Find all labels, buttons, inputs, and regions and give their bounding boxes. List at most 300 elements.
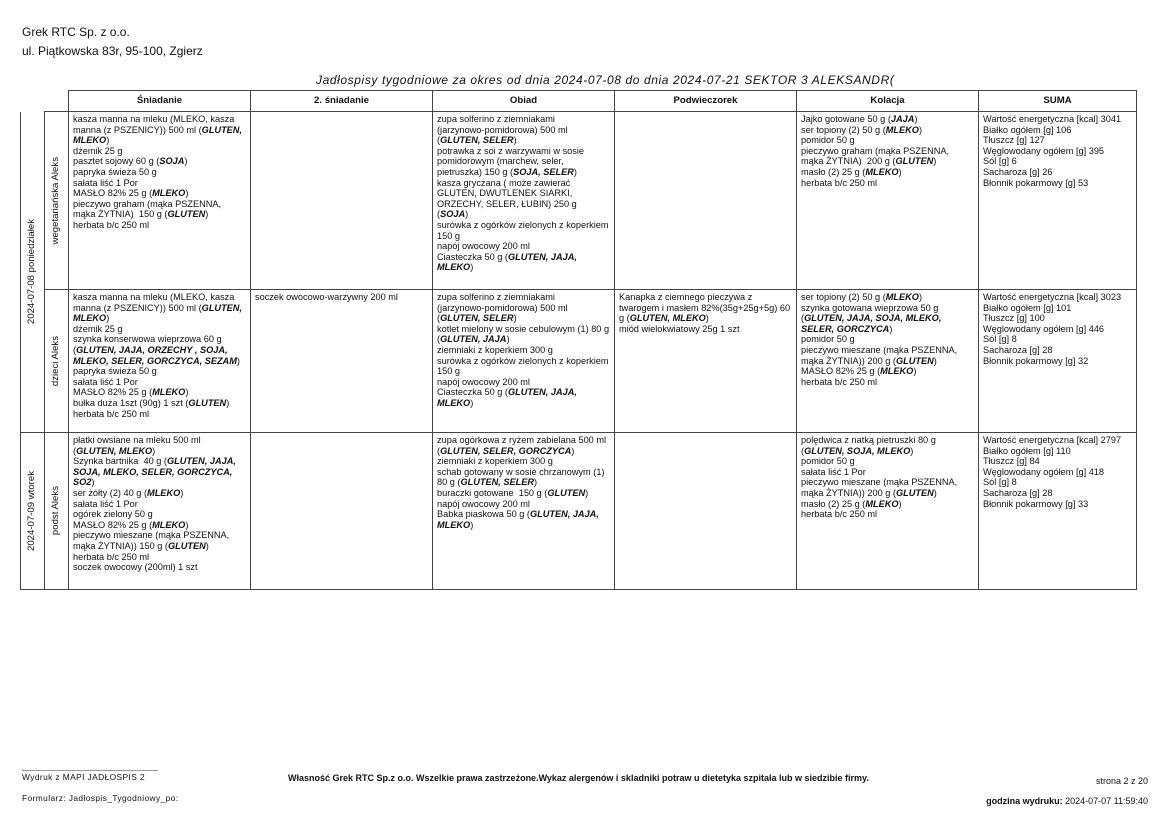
menu-text: Błonnik pokarmowy [g] 33 bbox=[983, 498, 1089, 509]
menu-line bbox=[983, 114, 1132, 125]
menu-text: Sacharoza [g] 28 bbox=[983, 344, 1053, 355]
menu-text: Tłuszcz [g] 84 bbox=[983, 456, 1040, 467]
menu-text: ) bbox=[236, 355, 240, 366]
menu-text: ) bbox=[106, 135, 110, 146]
meal-cell bbox=[69, 433, 251, 590]
menu-line bbox=[73, 167, 246, 178]
meal-cell bbox=[433, 290, 615, 433]
meal-cell bbox=[251, 433, 433, 590]
diet-name: dzieci Aleks bbox=[50, 335, 62, 387]
company-name: Grek RTC Sp. z o.o. bbox=[22, 25, 130, 39]
allergen-text: GLUTEN bbox=[895, 156, 934, 167]
menu-line bbox=[801, 456, 974, 467]
menu-text: sałata liść 1 Por bbox=[73, 376, 138, 387]
menu-line bbox=[437, 220, 610, 231]
menu-line bbox=[73, 125, 246, 136]
menu-line bbox=[983, 446, 1132, 457]
menu-text: Sacharoza [g] 26 bbox=[983, 166, 1053, 177]
menu-line bbox=[73, 114, 246, 125]
menu-line bbox=[619, 324, 792, 335]
menu-text: Białko ogółem [g] 101 bbox=[983, 302, 1072, 313]
menu-text: Węglowodany ogółem [g] 446 bbox=[983, 323, 1105, 334]
menu-line bbox=[801, 178, 974, 189]
menu-text: Sól [g] 8 bbox=[983, 477, 1017, 488]
menu-text: ) bbox=[705, 313, 709, 324]
header-spacer bbox=[21, 91, 45, 112]
menu-text: MASŁO 82% 25 g ( bbox=[801, 366, 881, 377]
menu-line bbox=[73, 509, 246, 520]
print-time-label: godzina wydruku: bbox=[986, 796, 1063, 806]
menu-text: pieczywo mieszane (mąka PSZENNA, bbox=[73, 530, 230, 541]
menu-text: ) bbox=[914, 114, 918, 124]
menu-text: Tłuszcz [g] 127 bbox=[983, 135, 1045, 146]
menu-line bbox=[73, 146, 246, 157]
menu-line bbox=[983, 334, 1132, 345]
menu-line bbox=[255, 292, 428, 303]
allergen-text: GLUTEN, JAJA, bbox=[529, 509, 599, 520]
allergen-text: MLEKO bbox=[885, 292, 919, 302]
menu-line bbox=[73, 209, 246, 220]
menu-line bbox=[73, 398, 246, 409]
menu-text: pieczywo mieszane (mąka PSZENNA, bbox=[801, 477, 958, 488]
menu-text: papryka świeża 50 g bbox=[73, 166, 157, 177]
menu-text: szynka gotowana wieprzowa 50 g bbox=[801, 302, 939, 313]
allergen-text: GLUTEN bbox=[895, 355, 934, 366]
printout-source: Wydruk z MAPI JADŁOSPIS 2 bbox=[22, 772, 146, 782]
document-title: Jadłospisy tygodniowe za okres od dnia 2024-07-08 do dnia 2024-07-21 SEKTOR 3 ALEKSANDR( bbox=[316, 73, 895, 87]
menu-line bbox=[437, 313, 610, 324]
menu-line bbox=[983, 324, 1132, 335]
menu-line bbox=[801, 366, 974, 377]
menu-text: Sól [g] 6 bbox=[983, 156, 1017, 167]
menu-text: herbata b/c 250 ml bbox=[73, 551, 150, 562]
menu-text: masło (2) 25 g ( bbox=[801, 166, 866, 177]
diet-name: wegetariańska Aleks bbox=[50, 156, 62, 245]
menu-text: ) bbox=[180, 487, 184, 498]
menu-line bbox=[983, 146, 1132, 157]
menu-text: Węglowodany ogółem [g] 418 bbox=[983, 466, 1105, 477]
menu-line bbox=[437, 345, 610, 356]
meal-cell bbox=[615, 433, 797, 590]
menu-line bbox=[801, 167, 974, 178]
menu-text: ) bbox=[571, 445, 575, 456]
menu-text: (jarzynowo-pomidorowa) 500 ml bbox=[437, 302, 568, 313]
menu-text: pietruszka) 150 g ( bbox=[437, 166, 514, 177]
menu-line bbox=[73, 446, 246, 457]
menu-line bbox=[983, 345, 1132, 356]
menu-line bbox=[983, 313, 1132, 324]
menu-text: Szynka bartnika 40 g ( bbox=[73, 456, 167, 467]
menu-text: płatki owsiane na mleku 500 ml bbox=[73, 435, 201, 445]
menu-text: potrawka z soi z warzywami w sosie bbox=[437, 145, 585, 156]
diet-cell bbox=[45, 290, 69, 433]
menu-line bbox=[983, 477, 1132, 488]
menu-text: manna (z PSZENICY)) 500 ml ( bbox=[73, 124, 202, 135]
menu-text: zupa solferino z ziemniakami bbox=[437, 114, 555, 124]
menu-line bbox=[437, 334, 610, 345]
menu-text: ) bbox=[889, 323, 893, 334]
menu-line bbox=[801, 303, 974, 314]
allergen-text: GLUTEN, JAJA bbox=[440, 334, 507, 345]
menu-line bbox=[437, 209, 610, 220]
allergen-text: GLUTEN, SELER, GORCZYCA bbox=[440, 445, 572, 456]
menu-text: herbata b/c 250 ml bbox=[801, 376, 878, 387]
allergen-text: GLUTEN bbox=[188, 397, 227, 408]
menu-line bbox=[801, 313, 974, 324]
menu-text: ) bbox=[913, 366, 917, 377]
menu-line bbox=[73, 520, 246, 531]
menu-text: herbata b/c 250 ml bbox=[801, 509, 878, 520]
menu-text: Białko ogółem [g] 110 bbox=[983, 445, 1071, 456]
menu-text: pieczywo graham (mąka PSZENNA, bbox=[73, 198, 222, 209]
menu-line bbox=[437, 252, 610, 263]
column-header-total: SUMA bbox=[979, 91, 1137, 112]
menu-line bbox=[983, 435, 1132, 446]
company-address: ul. Piątkowska 83r, 95-100, Zgierz bbox=[22, 44, 203, 58]
footer-page-info bbox=[986, 771, 1148, 811]
menu-line bbox=[437, 499, 610, 510]
column-header-supper: Kolacja bbox=[797, 91, 979, 112]
allergen-text: MLEKO bbox=[73, 135, 107, 146]
menu-text: ) bbox=[184, 156, 188, 167]
menu-text: Jajko gotowane 50 g ( bbox=[801, 114, 891, 124]
allergen-text: GLUTEN, bbox=[201, 302, 242, 313]
menu-text: 150 g bbox=[437, 366, 460, 377]
allergen-text: GLUTEN, SOJA, MLEKO bbox=[804, 445, 911, 456]
menu-text: mąka ŻYTNIA)) 200 g ( bbox=[801, 355, 896, 366]
menu-text: buraczki gotowane 150 g ( bbox=[437, 487, 548, 498]
menu-text: ) bbox=[470, 397, 474, 408]
menu-line bbox=[801, 356, 974, 367]
menu-line bbox=[801, 146, 974, 157]
menu-line bbox=[73, 541, 246, 552]
menu-text: ) bbox=[910, 445, 914, 456]
menu-text: ) bbox=[933, 487, 937, 498]
menu-line bbox=[73, 366, 246, 377]
meal-cell bbox=[69, 290, 251, 433]
menu-line bbox=[801, 125, 974, 136]
allergen-text: GLUTEN, JAJA, bbox=[166, 456, 236, 467]
menu-line bbox=[73, 188, 246, 199]
menu-text: mąka ŻYTNIA) 200 g ( bbox=[801, 156, 896, 167]
menu-text: MASŁO 82% 25 g ( bbox=[73, 519, 153, 530]
menu-text: zupa solferino z ziemniakami bbox=[437, 292, 555, 302]
menu-text: Sól [g] 8 bbox=[983, 334, 1017, 345]
menu-text: ( bbox=[437, 135, 441, 146]
menu-line bbox=[437, 114, 610, 125]
menu-text: Ciasteczka 50 g ( bbox=[437, 387, 508, 398]
menu-text: ) bbox=[573, 166, 577, 177]
menu-line bbox=[437, 292, 610, 303]
menu-text: Wartość energetyczna [kcal] 2797 bbox=[983, 435, 1122, 445]
menu-line bbox=[73, 530, 246, 541]
menu-text: ) bbox=[534, 477, 538, 488]
menu-text: pieczywo graham (mąka PSZENNA, bbox=[801, 145, 950, 156]
allergen-text: JAJA bbox=[890, 114, 915, 124]
menu-line bbox=[73, 135, 246, 146]
menu-line bbox=[801, 435, 974, 446]
menu-text: mąka ŻYTNIA)) 150 g ( bbox=[73, 540, 168, 551]
menu-text: (jarzynowo-pomidorowa) 500 ml bbox=[437, 124, 568, 135]
menu-text: 80 g ( bbox=[437, 477, 461, 488]
menu-line bbox=[437, 398, 610, 409]
menu-text: dżemik 25 g bbox=[73, 323, 123, 334]
menu-text: twarogem i masłem 82%(35g+25g+5g) 60 bbox=[619, 302, 791, 313]
allergen-text: MLEKO bbox=[865, 498, 899, 509]
menu-text: surówka z ogórków zielonych z koperkiem bbox=[437, 355, 609, 366]
menu-line bbox=[437, 262, 610, 273]
form-name: Formularz: Jadlospis_Tygodniowy_po: bbox=[22, 793, 179, 803]
menu-text: schab gotowany w sosie chrzanowym (1) bbox=[437, 466, 605, 477]
menu-line bbox=[437, 366, 610, 377]
allergen-text: MLEKO bbox=[880, 366, 914, 377]
allergen-text: GLUTEN bbox=[547, 487, 586, 498]
allergen-text: GLUTEN, JAJA, SOJA, MLEKO, bbox=[804, 313, 942, 324]
company-info bbox=[22, 23, 203, 61]
meal-cell bbox=[797, 290, 979, 433]
menu-line bbox=[73, 499, 246, 510]
menu-text: ) bbox=[205, 540, 209, 551]
allergen-text: GLUTEN, SELER bbox=[440, 135, 514, 146]
menu-line bbox=[73, 488, 246, 499]
menu-text: napój owocowy 200 ml bbox=[437, 241, 530, 252]
menu-text: g ( bbox=[619, 313, 630, 324]
diet-cell bbox=[45, 433, 69, 590]
menu-text: ORZECHY, SELER, ŁUBIN) 250 g bbox=[437, 198, 577, 209]
nutrition-summary-cell bbox=[979, 112, 1137, 290]
menu-text: ser żółty (2) 40 g ( bbox=[73, 487, 148, 498]
menu-text: ) bbox=[513, 135, 517, 146]
allergen-text: SOJA bbox=[440, 209, 466, 220]
menu-line bbox=[73, 345, 246, 356]
menu-text: ser topiony (2) 50 g ( bbox=[801, 124, 886, 135]
allergen-text: SOJA, SELER bbox=[513, 166, 574, 177]
menu-text: ) bbox=[933, 156, 937, 167]
menu-line bbox=[73, 356, 246, 367]
allergen-text: GLUTEN, SELER bbox=[460, 477, 535, 488]
menu-text: pomidor 50 g bbox=[801, 456, 855, 467]
menu-text: pasztet sojowy 60 g ( bbox=[73, 156, 160, 167]
day-date: 2024-07-09 wtorek bbox=[26, 471, 38, 551]
menu-line bbox=[73, 324, 246, 335]
menu-text: Ciasteczka 50 g ( bbox=[437, 251, 508, 262]
menu-line bbox=[73, 456, 246, 467]
menu-text: Białko ogółem [g] 106 bbox=[983, 124, 1072, 135]
menu-line bbox=[73, 562, 246, 573]
menu-line bbox=[73, 156, 246, 167]
menu-line bbox=[983, 135, 1132, 146]
allergen-text: GLUTEN, JAJA, ORZECHY , SOJA, bbox=[76, 344, 228, 355]
menu-text: sałata liść 1 Por bbox=[73, 177, 138, 188]
menu-line bbox=[983, 156, 1132, 167]
menu-line bbox=[73, 178, 246, 189]
menu-line bbox=[437, 146, 610, 157]
menu-line bbox=[983, 456, 1132, 467]
menu-line bbox=[437, 324, 610, 335]
menu-text: soczek owocowo-warzywny 200 ml bbox=[255, 292, 398, 302]
menu-text: ( bbox=[437, 313, 441, 324]
menu-line bbox=[437, 303, 610, 314]
allergen-text: MLEKO bbox=[152, 188, 186, 199]
menu-text: ) bbox=[185, 519, 189, 530]
menu-line bbox=[437, 467, 610, 478]
menu-text: ) bbox=[152, 445, 156, 456]
menu-text: napój owocowy 200 ml bbox=[437, 376, 530, 387]
menu-line bbox=[437, 135, 610, 146]
menu-line bbox=[801, 488, 974, 499]
menu-text: ) bbox=[226, 397, 230, 408]
menu-line bbox=[801, 292, 974, 303]
menu-text: ) bbox=[585, 487, 589, 498]
ownership-notice: Własność Grek RTC Sp.z o.o. Wszelkie prawa zastrzeżone.Wykaz alergenów i skladniki potraw u dietetyka szpitala lub w siedzibie firmy. bbox=[288, 773, 869, 783]
allergen-text: MLEKO, SELER, GORCZYCA, SEZAM bbox=[73, 355, 237, 366]
menu-line bbox=[437, 488, 610, 499]
menu-line bbox=[983, 292, 1132, 303]
menu-row bbox=[21, 290, 1137, 433]
menu-text: ziemniaki z koperkiem 300 g bbox=[437, 344, 553, 355]
menu-text: dżemik 25 g bbox=[73, 145, 123, 156]
menu-text: sałata liść 1 Por bbox=[801, 466, 866, 477]
page-number: strona 2 z 20 bbox=[1095, 776, 1148, 786]
menu-line bbox=[437, 477, 610, 488]
menu-line bbox=[437, 199, 610, 210]
menu-text: szynka konserwowa wieprzowa 60 g bbox=[73, 334, 222, 345]
menu-text: 150 g bbox=[437, 230, 460, 241]
menu-row bbox=[21, 433, 1137, 590]
menu-text: Wartość energetyczna [kcal] 3023 bbox=[983, 292, 1122, 302]
menu-line bbox=[73, 292, 246, 303]
meal-cell bbox=[69, 112, 251, 290]
column-header-afternoon-snack: Podwieczorek bbox=[615, 91, 797, 112]
menu-text: ) bbox=[465, 209, 469, 220]
menu-text: ) bbox=[185, 188, 189, 199]
menu-text: pieczywo mieszane (mąka PSZENNA, bbox=[801, 344, 958, 355]
menu-text: ( bbox=[437, 209, 441, 220]
menu-line bbox=[437, 167, 610, 178]
menu-line bbox=[437, 435, 610, 446]
menu-line bbox=[801, 467, 974, 478]
menu-line bbox=[437, 387, 610, 398]
allergen-text: GLUTEN, MLEKO bbox=[76, 445, 153, 456]
meal-cell bbox=[433, 112, 615, 290]
menu-line bbox=[619, 313, 792, 324]
menu-line bbox=[437, 456, 610, 467]
diet-name: podst Aleks bbox=[50, 486, 62, 536]
menu-text: ogórek zielony 50 g bbox=[73, 509, 153, 520]
day-date-cell bbox=[21, 112, 45, 433]
menu-line bbox=[437, 231, 610, 242]
menu-text: herbata b/c 250 ml bbox=[801, 177, 878, 188]
menu-line bbox=[437, 178, 610, 189]
menu-line bbox=[619, 303, 792, 314]
menu-text: ( bbox=[437, 334, 441, 345]
menu-text: zupa ogórkowa z ryżem zabielana 500 ml bbox=[437, 435, 607, 445]
meal-cell bbox=[615, 290, 797, 433]
allergen-text: MLEKO bbox=[73, 313, 107, 324]
menu-text: soczek owocowy (200ml) 1 szt bbox=[73, 562, 198, 573]
menu-text: ) bbox=[506, 334, 510, 345]
menu-line bbox=[801, 334, 974, 345]
menu-line bbox=[73, 409, 246, 420]
allergen-text: MLEKO bbox=[865, 166, 899, 177]
allergen-text: MLEKO bbox=[437, 519, 471, 530]
menu-text: ( bbox=[437, 445, 441, 456]
menu-text: ) bbox=[106, 313, 110, 324]
menu-line bbox=[437, 377, 610, 388]
menu-text: ) bbox=[91, 477, 95, 488]
menu-line bbox=[73, 435, 246, 446]
menu-text: ) bbox=[918, 292, 923, 302]
menu-line bbox=[73, 313, 246, 324]
allergen-text: SOJA bbox=[159, 156, 185, 167]
meal-cell bbox=[251, 112, 433, 290]
allergen-text: GLUTEN, JAJA, bbox=[507, 387, 577, 398]
menu-text: ) bbox=[898, 166, 902, 177]
print-time bbox=[986, 791, 1148, 811]
menu-line bbox=[437, 241, 610, 252]
menu-text: Babka piaskowa 50 g ( bbox=[437, 509, 530, 520]
allergen-text: SO2 bbox=[73, 477, 92, 488]
menu-text: mąka ŻYTNIA) 150 g ( bbox=[73, 209, 168, 220]
allergen-text: MLEKO bbox=[437, 397, 471, 408]
menu-line bbox=[983, 178, 1132, 189]
menu-text: ziemniaki z koperkiem 300 g bbox=[437, 456, 553, 467]
menu-line bbox=[73, 552, 246, 563]
meal-cell bbox=[797, 433, 979, 590]
allergen-text: MLEKO bbox=[152, 387, 186, 398]
meal-cell bbox=[433, 433, 615, 590]
menu-line bbox=[437, 125, 610, 136]
allergen-text: MLEKO bbox=[885, 124, 919, 135]
allergen-text: MLEKO bbox=[437, 262, 471, 273]
menu-line bbox=[801, 324, 974, 335]
menu-text: kotlet mielony w sosie cebulowym (1) 80 g bbox=[437, 323, 610, 334]
menu-text: ) bbox=[470, 519, 474, 530]
menu-text: ( bbox=[801, 445, 805, 456]
menu-text: ( bbox=[801, 313, 805, 324]
allergen-text: MLEKO bbox=[147, 487, 181, 498]
menu-text: manna (z PSZENICY)) 500 ml ( bbox=[73, 302, 202, 313]
menu-line bbox=[983, 488, 1132, 499]
column-header-second-breakfast: 2. śniadanie bbox=[251, 91, 433, 112]
menu-text: napój owocowy 200 ml bbox=[437, 498, 530, 509]
menu-line bbox=[73, 387, 246, 398]
menu-text: GLUTEN, DWUTLENEK SIARKI, bbox=[437, 188, 573, 199]
menu-line bbox=[437, 446, 610, 457]
menu-row bbox=[21, 112, 1137, 290]
menu-text: Błonnik pokarmowy [g] 32 bbox=[983, 355, 1089, 366]
menu-text: ) bbox=[205, 209, 209, 220]
menu-text: herbata b/c 250 ml bbox=[73, 408, 150, 419]
menu-text: papryka świeża 50 g bbox=[73, 366, 157, 377]
allergen-text: GLUTEN bbox=[895, 487, 934, 498]
menu-text: sałata liść 1 Por bbox=[73, 498, 138, 509]
menu-text: Węglowodany ogółem [g] 395 bbox=[983, 145, 1105, 156]
allergen-text: MLEKO bbox=[152, 519, 186, 530]
menu-text: ) bbox=[470, 262, 474, 273]
menu-text: bułka duża 1szt (90g) 1 szt ( bbox=[73, 397, 189, 408]
nutrition-summary-cell bbox=[979, 433, 1137, 590]
column-header-row bbox=[21, 91, 1137, 112]
menu-text: mąka ŻYTNIA)) 200 g ( bbox=[801, 487, 896, 498]
menu-text: pomidor 50 g bbox=[801, 135, 855, 146]
menu-line bbox=[801, 446, 974, 457]
menu-line bbox=[983, 499, 1132, 510]
menu-line bbox=[801, 135, 974, 146]
menu-text: Kanapka z ciemnego pieczywa z bbox=[619, 292, 753, 302]
menu-text: miód wielokwiatowy 25g 1 szt bbox=[619, 323, 740, 334]
menu-line bbox=[983, 125, 1132, 136]
